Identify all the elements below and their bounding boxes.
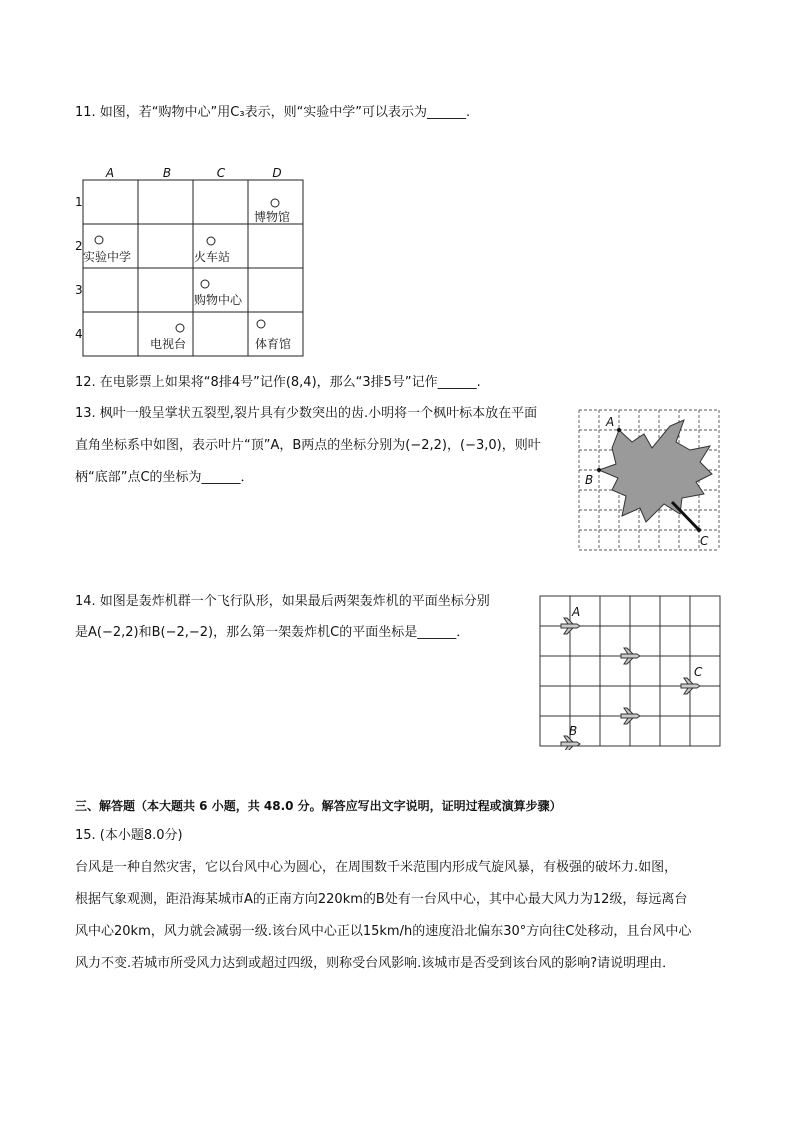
point-a xyxy=(617,428,621,432)
label-a: A xyxy=(606,415,615,429)
label-c: C xyxy=(700,534,709,548)
q11-grid-figure xyxy=(70,164,310,360)
point-c xyxy=(697,528,701,532)
label-b: B xyxy=(585,473,594,487)
section-title: 三、解答题（本大题共 6 小题，共 48.0 分。解答应写出文字说明，证明过程或演算步骤） xyxy=(75,799,562,813)
col-label: C xyxy=(216,166,226,180)
q13-leaf-figure xyxy=(572,404,722,554)
col-label: B xyxy=(162,166,172,180)
marker-stadium xyxy=(257,320,265,328)
q13-line2: 直角坐标系中如图，表示叶片“顶”A，B两点的坐标分别为(−2,2)，(−3,0)，则叶 xyxy=(75,438,541,453)
q15-p3: 风中心20km，风力就会减弱一级.该台风中心正以15km/h的速度沿北偏东30°方向往C处移动，且台风中心 xyxy=(75,924,692,939)
q14-formation-figure xyxy=(536,592,724,750)
marker-tv xyxy=(176,324,184,332)
q14-line1: 14. 如图是轰炸机群一个飞行队形，如果最后两架轰炸机的平面坐标分别 xyxy=(75,594,490,609)
label-b: B xyxy=(569,724,578,738)
marker-station xyxy=(207,237,215,245)
q14-line2: 是A(−2,2)和B(−2,−2)，那么第一架轰炸机C的平面坐标是______． xyxy=(75,625,470,640)
marker-museum xyxy=(271,199,279,207)
row-label: 4 xyxy=(75,327,83,341)
label-a: A xyxy=(572,605,581,619)
point-b xyxy=(597,468,601,472)
q15-p4: 风力不变.若城市所受风力达到或超过四级，则称受台风影响.该城市是否受到该台风的影响?请说明理由． xyxy=(75,956,676,971)
q15-p2: 根据气象观测，距沿海某城市A的正南方向220km的B处有一台风中心，其中心最大风力为12级，每远离台 xyxy=(75,892,688,907)
marker-mall xyxy=(201,280,209,288)
label-c: C xyxy=(694,665,703,679)
leaf-stem xyxy=(672,502,699,530)
q12-text: 12. 在电影票上如果将“8排4号”记作(8,4)，那么“3排5号”记作______. xyxy=(75,375,481,390)
maple-leaf-shape xyxy=(599,420,712,522)
marker-school xyxy=(95,236,103,244)
col-label: D xyxy=(272,166,282,180)
place-label-mall: 购物中心 xyxy=(194,293,243,307)
q13-line3: 柄“底部”点C的坐标为______． xyxy=(75,470,254,485)
place-label-station: 火车站 xyxy=(194,250,231,264)
place-label-tv: 电视台 xyxy=(150,337,187,351)
q15-p1: 台风是一种自然灾害，它以台风中心为圆心，在周围数千米范围内形成气旋风暴，有极强的破坏力.如图， xyxy=(75,860,678,875)
q11-text: 11. 如图，若“购物中心”用C₃表示，则“实验中学”可以表示为______. xyxy=(75,105,471,120)
row-label: 2 xyxy=(75,239,83,253)
place-label-stadium: 体育馆 xyxy=(255,337,292,351)
place-label-school: 实验中学 xyxy=(83,250,132,264)
q13-line1: 13. 枫叶一般呈掌状五裂型,裂片具有少数突出的齿.小明将一个枫叶标本放在平面 xyxy=(75,406,538,421)
col-label: A xyxy=(105,166,115,180)
row-label: 1 xyxy=(75,195,83,209)
q15-header: 15. (本小题8.0分) xyxy=(75,828,183,843)
place-label-museum: 博物馆 xyxy=(254,210,291,224)
row-label: 3 xyxy=(75,283,83,297)
